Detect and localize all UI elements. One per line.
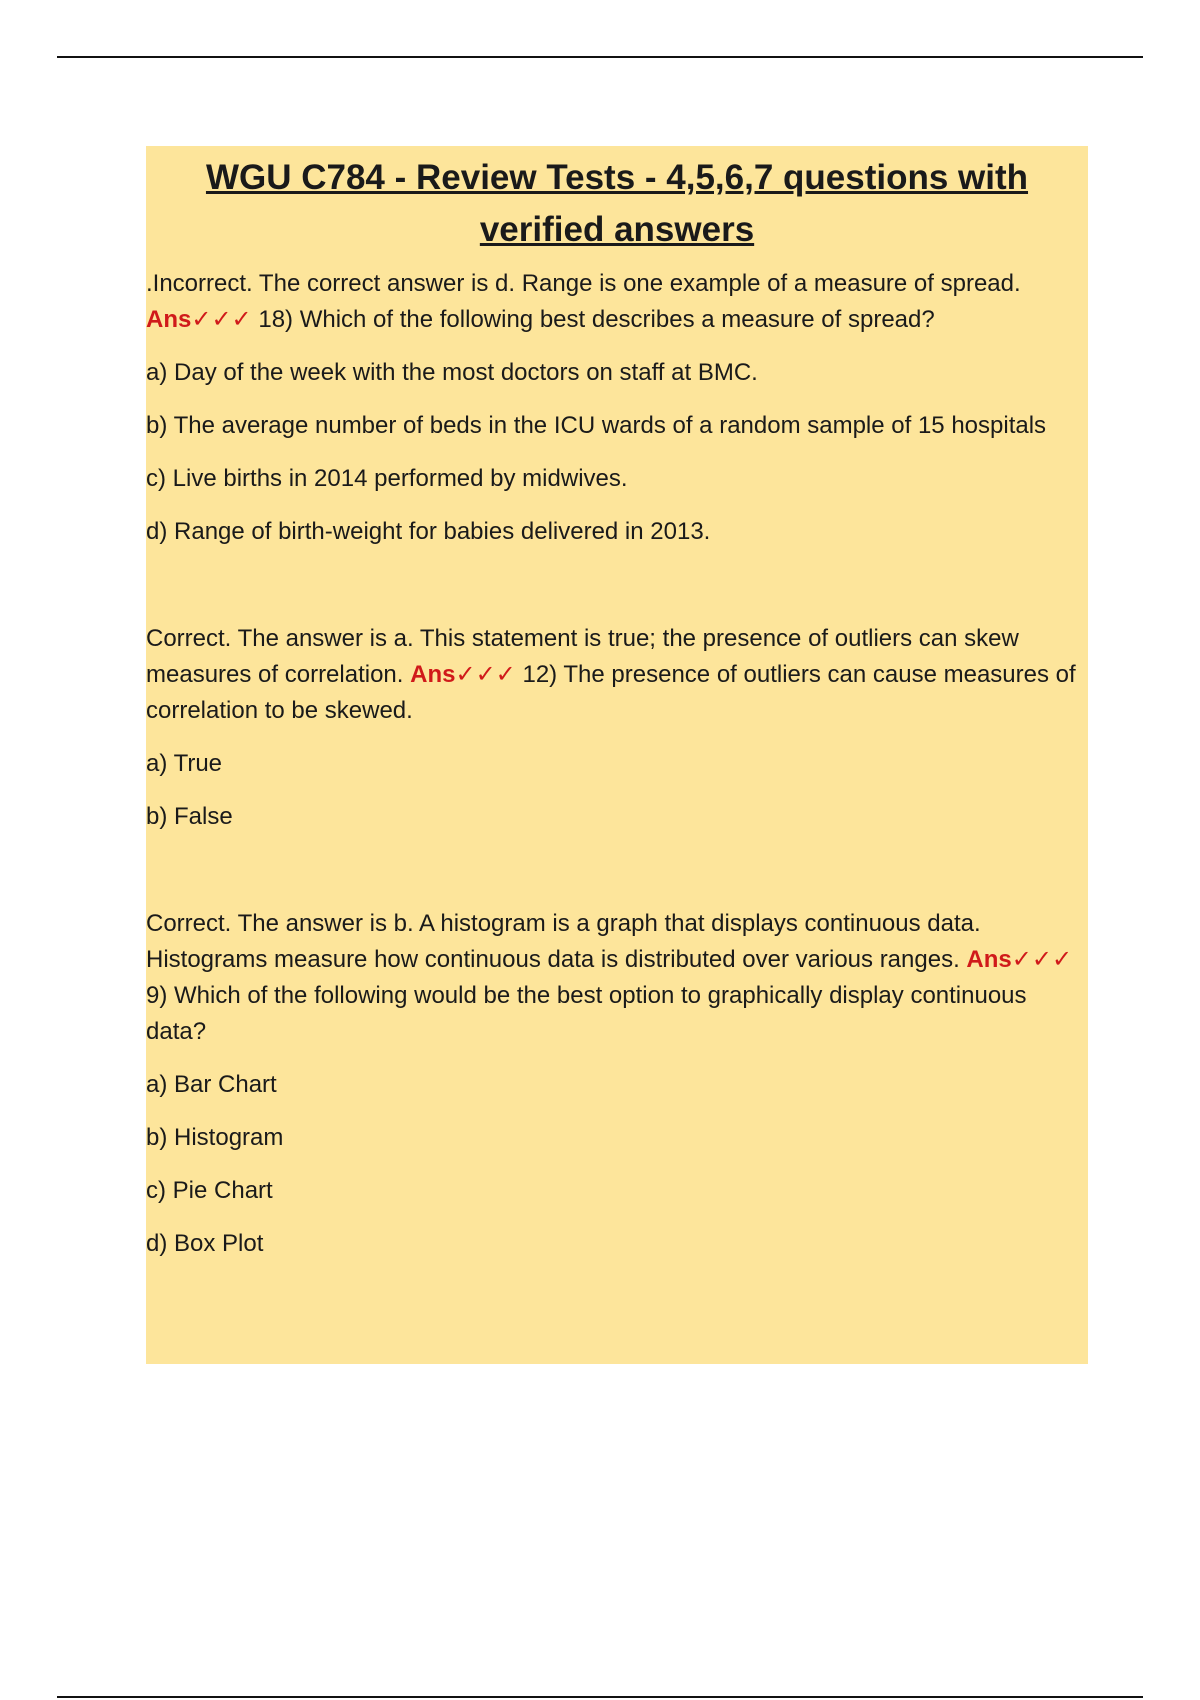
question-prompt: 9) Which of the following would be the best option to graphically display continuous data? xyxy=(146,982,1027,1045)
feedback-text: .Incorrect. The correct answer is d. Range is one example of a measure of spread. xyxy=(146,270,1021,297)
option-item: b) Histogram xyxy=(146,1124,284,1151)
question-text xyxy=(146,621,1088,729)
question-block xyxy=(146,621,1088,835)
answer-marker: Ans✓✓✓ xyxy=(410,661,516,688)
feedback-text: Correct. The answer is a. This statement is true; the presence of outliers can skew measures of correlation. xyxy=(146,625,1019,688)
option-item: b) The average number of beds in the ICU wards of a random sample of 15 hospitals xyxy=(146,412,1047,439)
answer-marker: Ans✓✓✓ xyxy=(966,946,1073,973)
feedback-text: Correct. The answer is b. A histogram is a graph that displays continuous data. Histograms measure how continuous data is distributed over various ranges. xyxy=(146,910,981,973)
option-item: a) Bar Chart xyxy=(146,1071,277,1098)
option-item: a) True xyxy=(146,750,223,777)
footer-rule xyxy=(57,1696,1143,1698)
option-item: a) Day of the week with the most doctors on staff at BMC. xyxy=(146,359,758,386)
document-title: WGU C784 - Review Tests - 4,5,6,7 questions with verified answers xyxy=(205,158,1029,249)
question-text xyxy=(146,266,1088,338)
question-text xyxy=(146,906,1088,1050)
option-item: d) Box Plot xyxy=(146,1230,264,1257)
header-rule xyxy=(57,56,1143,58)
option-item: b) False xyxy=(146,803,233,830)
question-block xyxy=(146,906,1088,1262)
question-list xyxy=(146,266,1088,1279)
document-panel xyxy=(146,146,1088,1364)
question-block xyxy=(146,266,1088,550)
option-item: d) Range of birth-weight for babies delivered in 2013. xyxy=(146,518,711,545)
question-prompt: 18) Which of the following best describes a measure of spread? xyxy=(258,306,935,333)
option-item: c) Pie Chart xyxy=(146,1177,273,1204)
answer-marker: Ans✓✓✓ xyxy=(146,306,252,333)
spacer xyxy=(146,852,1088,906)
question-prompt: 12) The presence of outliers can cause measures of correlation to be skewed. xyxy=(146,661,1076,724)
spacer xyxy=(146,567,1088,621)
option-item: c) Live births in 2014 performed by midwives. xyxy=(146,465,628,492)
